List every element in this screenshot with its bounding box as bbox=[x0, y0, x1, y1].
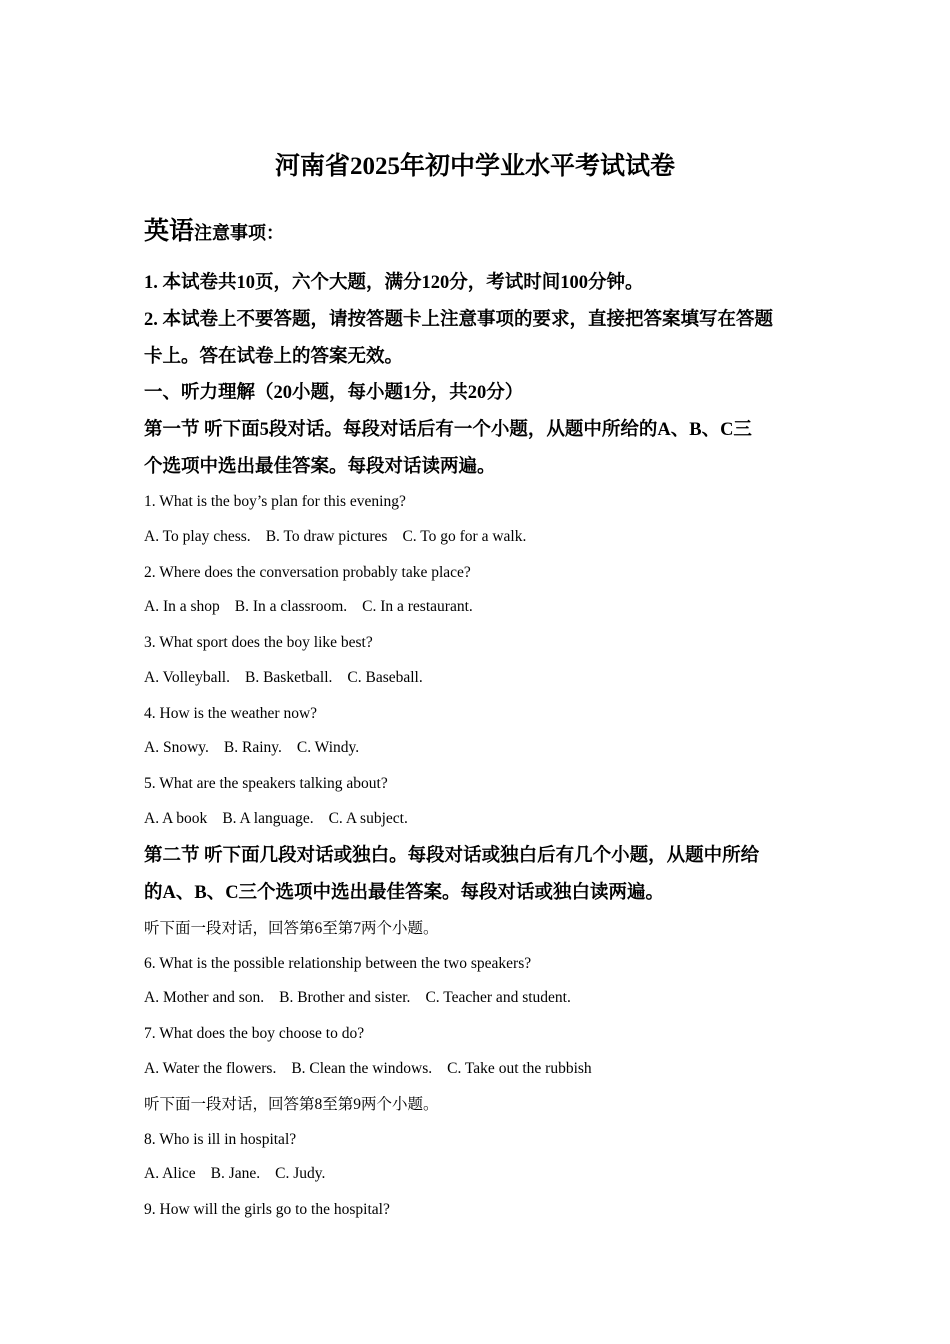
option-c: C. In a restaurant. bbox=[362, 598, 473, 615]
section2-heading-line1: 第二节 听下面几段对话或独白。每段对话或独白后有几个小题，从题中所给 bbox=[144, 846, 760, 866]
page-title: 河南省2025年初中学业水平考试试卷 bbox=[274, 153, 675, 180]
option-a: A. A book bbox=[144, 810, 208, 827]
option-a: A. To play chess. bbox=[144, 528, 251, 545]
question-2: 2. Where does the conversation probably take place? bbox=[144, 564, 471, 581]
question-9: 9. How will the girls go to the hospital? bbox=[144, 1201, 390, 1218]
question-4-options bbox=[144, 737, 374, 759]
question-4: 4. How is the weather now? bbox=[144, 705, 318, 722]
option-b: B. Jane. bbox=[210, 1165, 261, 1182]
option-a: A. Water the flowers. bbox=[144, 1060, 277, 1077]
question-1-options bbox=[144, 526, 541, 548]
option-b: B. A language. bbox=[222, 810, 314, 827]
question-5: 5. What are the speakers talking about? bbox=[144, 775, 388, 792]
question-7-options bbox=[144, 1058, 607, 1080]
question-3-options bbox=[144, 667, 438, 689]
question-7: 7. What does the boy choose to do? bbox=[144, 1025, 365, 1042]
notice-2: 2. 本试卷上不要答题，请按答题卡上注意事项的要求，直接把答案填写在答题 bbox=[144, 310, 774, 330]
question-1: 1. What is the boy’s plan for this evening? bbox=[144, 493, 406, 510]
option-c: C. A subject. bbox=[328, 810, 408, 827]
subject-line bbox=[144, 214, 284, 253]
option-c: C. Take out the rubbish bbox=[447, 1060, 592, 1077]
question-8-options bbox=[144, 1163, 340, 1185]
option-b: B. Brother and sister. bbox=[279, 989, 411, 1006]
option-c: C. Teacher and student. bbox=[425, 989, 571, 1006]
option-b: B. Rainy. bbox=[223, 739, 282, 756]
dialog-intro-1: 听下面一段对话，回答第6至第7两个小题。 bbox=[144, 920, 439, 937]
section1-heading-line2: 个选项中选出最佳答案。每段对话读两遍。 bbox=[144, 457, 496, 477]
option-b: B. To draw pictures bbox=[265, 528, 388, 545]
option-a: A. In a shop bbox=[144, 598, 220, 615]
question-6: 6. What is the possible relationship between the two speakers? bbox=[144, 955, 532, 972]
option-c: C. To go for a walk. bbox=[402, 528, 527, 545]
option-c: C. Judy. bbox=[275, 1165, 326, 1182]
part1-heading: 一、听力理解（20小题，每小题1分，共20分） bbox=[144, 383, 524, 403]
option-a: A. Mother and son. bbox=[144, 989, 265, 1006]
question-8: 8. Who is ill in hospital? bbox=[144, 1131, 297, 1148]
notice-2-cont: 卡上。答在试卷上的答案无效。 bbox=[144, 347, 404, 367]
option-c: C. Windy. bbox=[296, 739, 360, 756]
question-5-options bbox=[144, 808, 423, 830]
section1-heading-line1: 第一节 听下面5段对话。每段对话后有一个小题，从题中所给的A、B、C三 bbox=[144, 420, 752, 440]
dialog-intro-2: 听下面一段对话，回答第8至第9两个小题。 bbox=[144, 1096, 439, 1113]
option-c: C. Baseball. bbox=[347, 669, 423, 686]
option-b: B. In a classroom. bbox=[234, 598, 348, 615]
option-a: A. Alice bbox=[144, 1165, 196, 1182]
option-b: B. Clean the windows. bbox=[291, 1060, 433, 1077]
section2-heading-line2: 的A、B、C三个选项中选出最佳答案。每段对话或独白读两遍。 bbox=[144, 883, 665, 903]
subject-label: 英语 bbox=[144, 218, 195, 245]
question-6-options bbox=[144, 987, 586, 1009]
question-3: 3. What sport does the boy like best? bbox=[144, 634, 373, 651]
notice-1: 1. 本试卷共10页，六个大题，满分120分，考试时间100分钟。 bbox=[144, 273, 644, 293]
notice-label: 注意事项： bbox=[194, 223, 285, 243]
option-a: A. Snowy. bbox=[144, 739, 209, 756]
option-b: B. Basketball. bbox=[244, 669, 333, 686]
question-2-options bbox=[144, 596, 488, 618]
option-a: A. Volleyball. bbox=[144, 669, 230, 686]
